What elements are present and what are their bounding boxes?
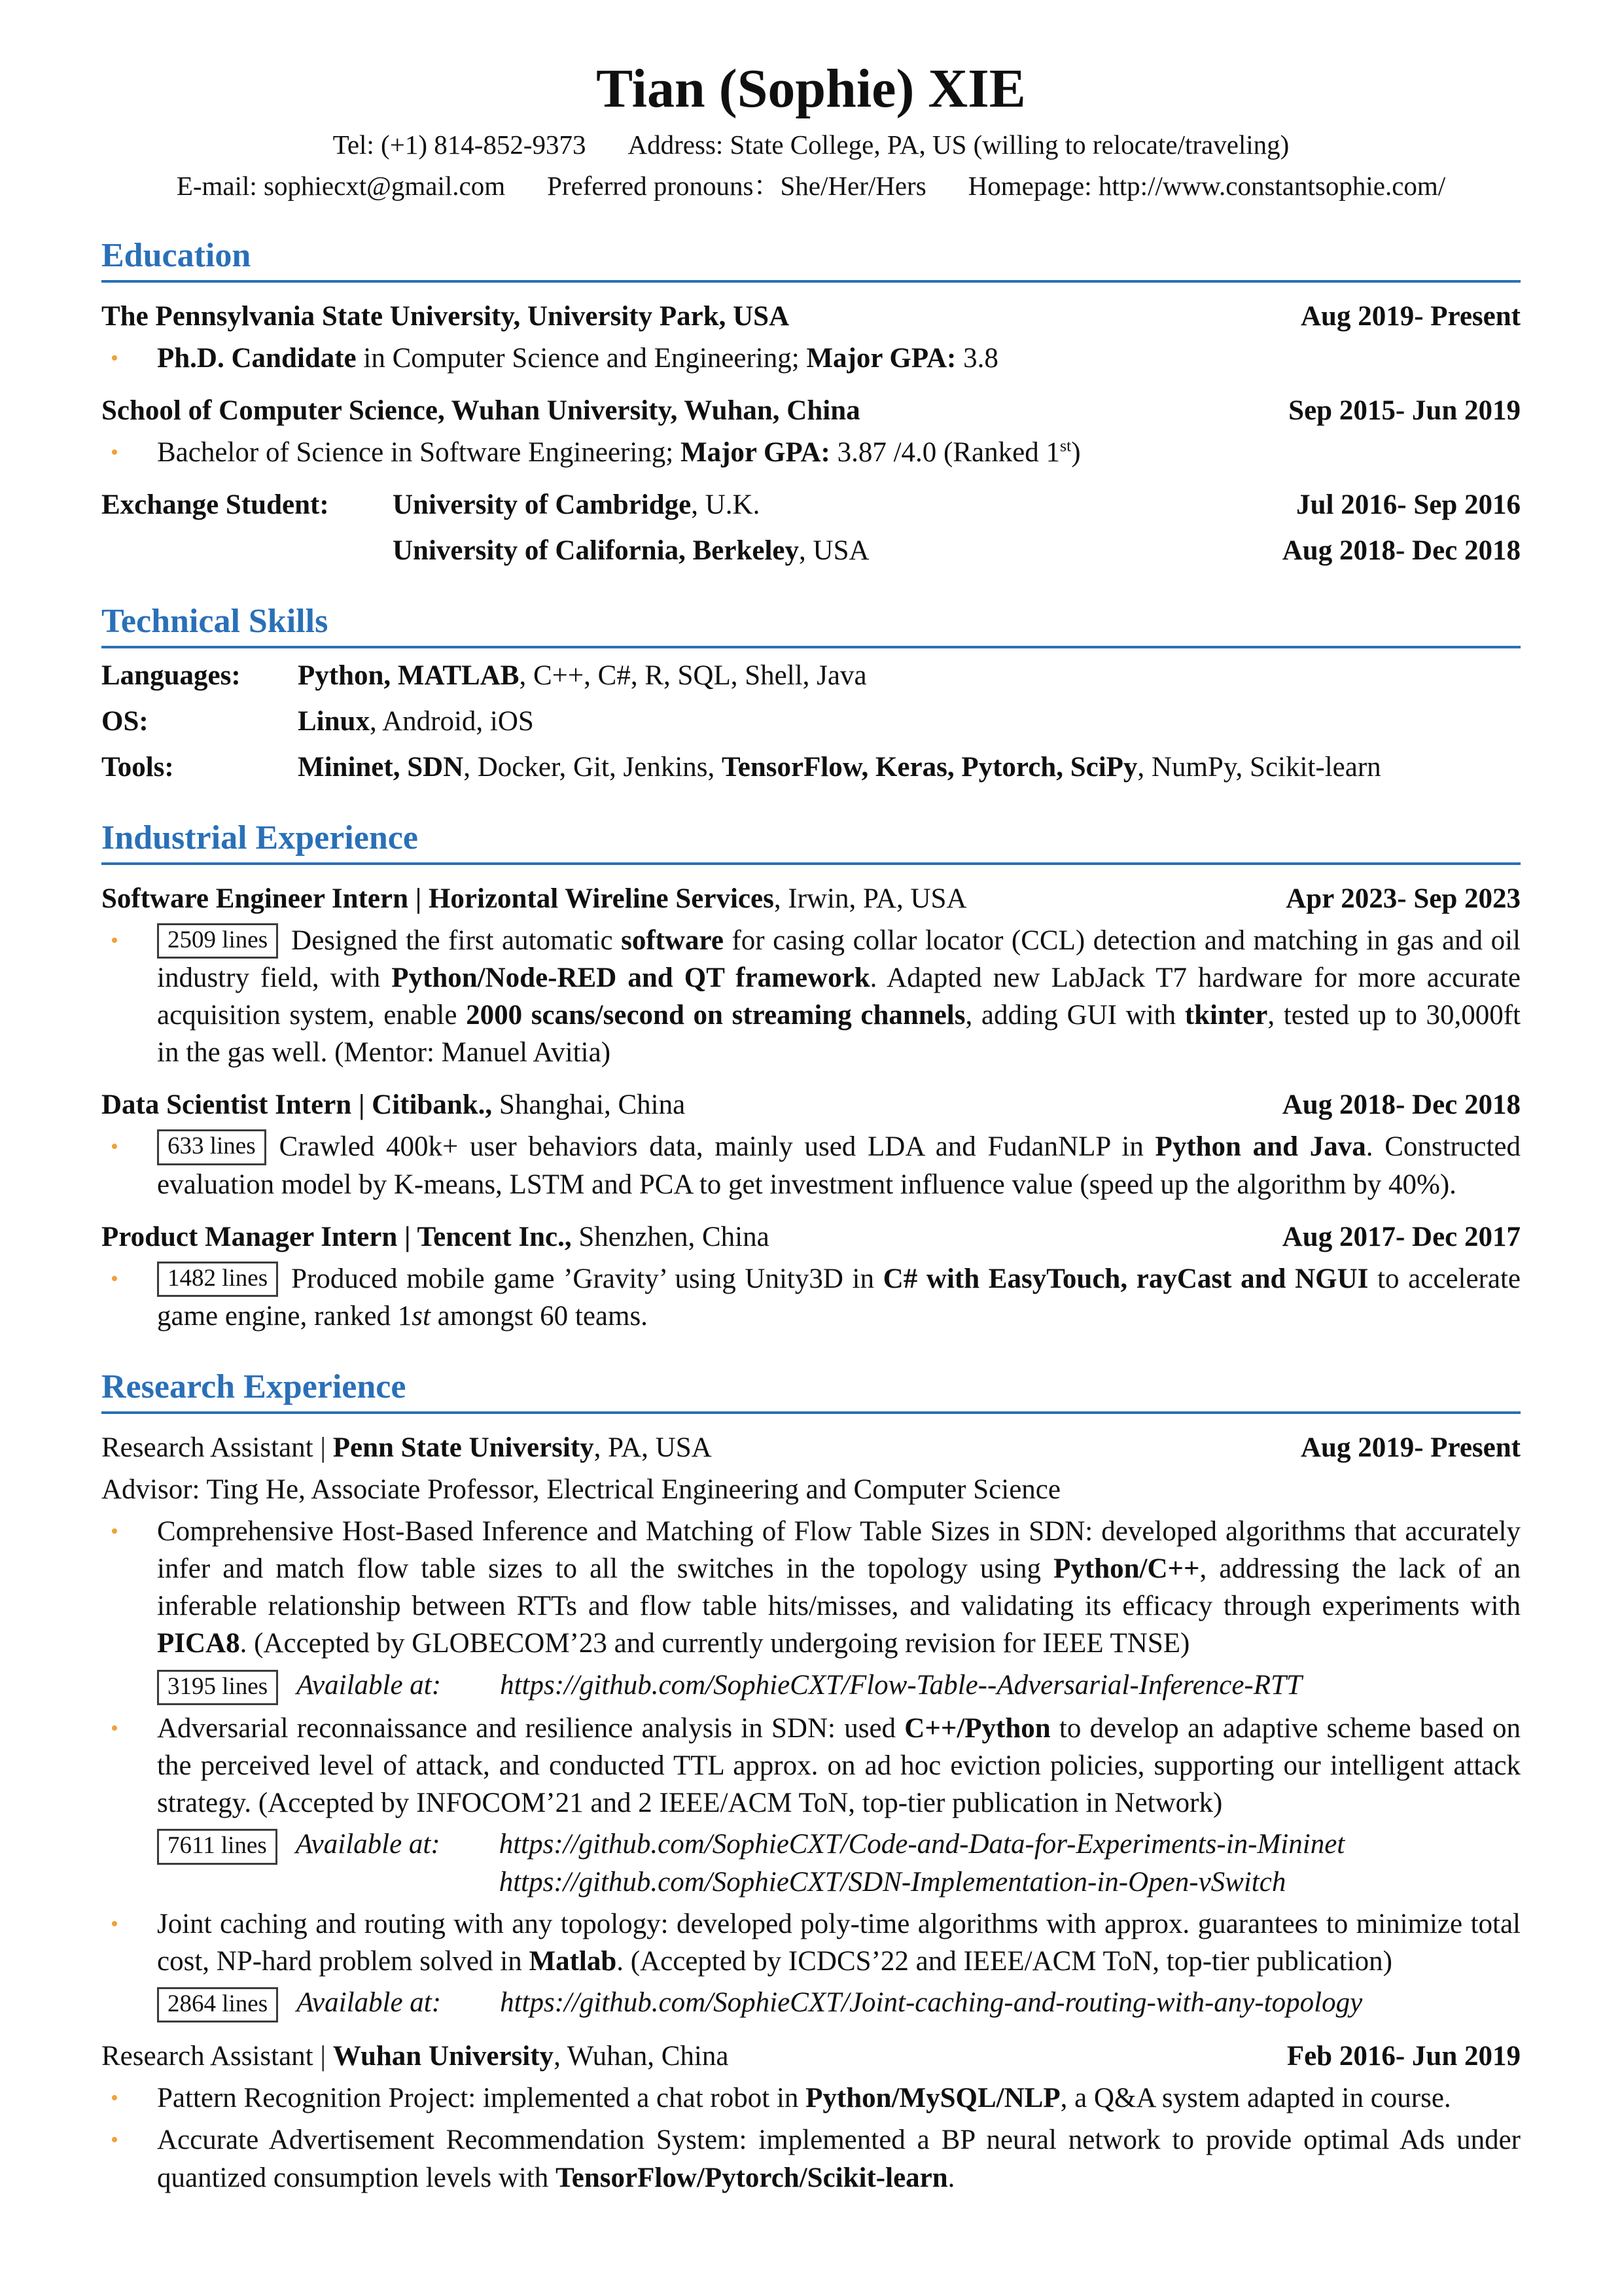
text-segment: Pattern Recognition Project: implemented a chat robot in [157, 2083, 806, 2114]
github-link[interactable]: https://github.com/SophieCXT/Code-and-Data-for-Experiments-in-Mininet [499, 1829, 1345, 1860]
text-segment: School of Computer Science, Wuhan University, Wuhan, China [101, 395, 860, 427]
text-segment: st [412, 1300, 431, 1332]
exchange-label: Exchange Student: [101, 489, 329, 521]
skill-row [101, 658, 1521, 694]
exchange-row [393, 487, 1521, 523]
skill-values [298, 658, 1521, 694]
entry-dates: Aug 2019- Present [1300, 301, 1521, 332]
skill-category-label: Tools: [101, 751, 174, 783]
availability-row [157, 1826, 1521, 1900]
bullet-text [157, 340, 1521, 377]
entry-dates: Aug 2018- Dec 2018 [1282, 1089, 1521, 1121]
section-title-research-experience: Research Experience [101, 1368, 1521, 1414]
bullet-text [157, 1905, 1521, 1980]
resume-body [101, 236, 1521, 2197]
bullet-item [101, 1905, 1521, 1980]
skill-category-label: Languages: [101, 660, 241, 692]
bullet-item [101, 2079, 1521, 2117]
bullet-icon: • [111, 1135, 118, 1159]
text-segment: Designed the first automatic [291, 925, 622, 956]
text-segment: Python/C++ [1053, 1553, 1200, 1584]
entry-dates: Aug 2019- Present [1300, 1432, 1521, 1463]
text-segment: Ph.D. Candidate [157, 343, 357, 374]
text-segment: . Adapted new LabJack T7 hardware for more accurate acquisition system, enable [157, 962, 1521, 1031]
text-segment: , Irwin, PA, USA [773, 883, 967, 914]
skill-values [298, 749, 1521, 786]
bullet-item [101, 2121, 1521, 2196]
line-count-badge: 633 lines [157, 1129, 266, 1165]
skill-values [298, 703, 1521, 740]
exchange-rows [393, 487, 1521, 569]
section-title-industrial-experience: Industrial Experience [101, 819, 1521, 865]
text-segment: Python/Node-RED and QT framework [391, 962, 870, 993]
text-segment: . (Accepted by ICDCS’22 and IEEE/ACM ToN, top-tier publication) [616, 1945, 1392, 1977]
entry-dates: Jul 2016- Sep 2016 [1296, 489, 1521, 521]
available-at-label: Available at: [295, 1829, 440, 1860]
bullet-icon: • [111, 2128, 118, 2153]
entry-title [101, 1087, 1256, 1123]
text-segment: C++/Python [904, 1712, 1051, 1744]
text-segment: , addressing the lack of an inferable relationship between RTTs and flow table hits/misses, and validating its efficacy through experiments with [157, 1553, 1521, 1622]
bullet-icon: • [111, 2086, 118, 2111]
text-segment: st [1059, 436, 1072, 455]
text-segment: tkinter [1184, 1000, 1268, 1031]
entry-header [101, 2038, 1521, 2075]
text-segment: Adversarial reconnaissance and resilience analysis in SDN: used [157, 1712, 905, 1744]
text-segment: Linux [298, 706, 370, 737]
text-segment: , NumPy, Scikit-learn [1137, 751, 1381, 783]
entry-dates: Aug 2017- Dec 2017 [1282, 1221, 1521, 1252]
text-segment: Data Scientist Intern | Citibank., [101, 1089, 493, 1121]
github-link[interactable]: https://github.com/SophieCXT/Flow-Table--Adversarial-Inference-RTT [500, 1669, 1302, 1701]
text-segment: Penn State University [332, 1432, 594, 1463]
bullet-text [157, 1128, 1521, 1203]
text-segment: Joint caching and routing with any topology: developed poly-time algorithms with approx. guarantees to minimize total cost, NP-hard problem solved in [157, 1908, 1521, 1977]
available-at-label: Available at: [296, 1987, 442, 2019]
skill-row [101, 703, 1521, 740]
bullet-text [157, 2121, 1521, 2196]
contact-pronouns: Preferred pronouns：She/Her/Hers [547, 170, 926, 201]
bullet-text [157, 2079, 1521, 2117]
text-segment: for casing collar locator (CCL) detection and matching in gas and oil industry field, with [157, 925, 1521, 993]
bullet-icon: • [111, 1519, 118, 1544]
bullet-item [101, 1128, 1521, 1203]
text-segment: . [947, 2162, 955, 2193]
exchange-row [393, 533, 1521, 569]
entry-dates: Aug 2018- Dec 2018 [1282, 535, 1521, 567]
text-segment: , PA, USA [593, 1432, 712, 1463]
contact-email: E-mail: sophiecxt@gmail.com [176, 170, 506, 201]
entry-title [101, 298, 1275, 335]
section-industrial-experience [101, 819, 1521, 1335]
entry-dates: Sep 2015- Jun 2019 [1288, 395, 1521, 427]
github-link[interactable]: https://github.com/SophieCXT/SDN-Implementation-in-Open-vSwitch [499, 1866, 1286, 1898]
entry-dates: Feb 2016- Jun 2019 [1286, 2041, 1521, 2072]
text-segment: The Pennsylvania State University, University Park, USA [101, 301, 790, 332]
bullet-item [101, 1710, 1521, 1822]
entry-dates: Apr 2023- Sep 2023 [1286, 883, 1521, 914]
text-segment: Shanghai, China [492, 1089, 686, 1121]
contact-line-1 [101, 128, 1521, 162]
line-count-badge: 3195 lines [157, 1670, 278, 1705]
bullet-item [101, 922, 1521, 1072]
text-segment: Research Assistant | [101, 2041, 333, 2072]
bullet-item [101, 1260, 1521, 1335]
entry-title [393, 533, 1256, 569]
text-segment: Python and Java [1155, 1131, 1366, 1163]
exchange-entry [101, 487, 1521, 569]
text-segment: Wuhan University [332, 2041, 554, 2072]
text-segment: University of California, Berkeley [393, 535, 800, 567]
resume-header [101, 58, 1521, 203]
entry-title [101, 1430, 1275, 1466]
text-segment: to accelerate game engine, ranked 1 [157, 1263, 1521, 1332]
bullet-item [101, 1513, 1521, 1663]
repo-links [499, 1826, 1345, 1900]
text-segment: , Android, iOS [369, 706, 534, 737]
repo-links [500, 1984, 1362, 2021]
text-segment: Advisor: Ting He, Associate Professor, Electrical Engineering and Computer Science [101, 1474, 1061, 1505]
available-at-label: Available at: [296, 1669, 442, 1701]
section-research-experience [101, 1368, 1521, 2197]
section-technical-skills [101, 602, 1521, 786]
bullet-item [101, 434, 1521, 471]
advisor-line [101, 1472, 1521, 1508]
entry-title [101, 393, 1262, 429]
bullet-text [157, 1710, 1521, 1822]
text-segment: C# with EasyTouch, rayCast and NGUI [883, 1263, 1369, 1294]
text-segment: TensorFlow, Keras, Pytorch, SciPy [722, 751, 1138, 783]
skill-row [101, 749, 1521, 786]
skill-category-label: OS: [101, 706, 149, 737]
entry-header [101, 1219, 1521, 1256]
entry-title [101, 881, 1260, 917]
text-segment: amongst 60 teams. [430, 1300, 648, 1332]
entry-header [101, 881, 1521, 917]
entry-title [101, 2038, 1261, 2075]
text-segment: , U.K. [691, 489, 760, 521]
text-segment: , Wuhan, China [554, 2041, 729, 2072]
text-segment: . Constructed evaluation model by K-means, LSTM and PCA to get investment influence value (speed up the algorithm by 40%). [157, 1131, 1521, 1200]
contact-homepage[interactable]: Homepage: http://www.constantsophie.com/ [968, 170, 1446, 201]
bullet-icon: • [111, 1716, 118, 1740]
text-segment: 2000 scans/second on streaming channels [466, 1000, 966, 1031]
candidate-name: Tian (Sophie) XIE [596, 58, 1026, 119]
text-segment: Software Engineer Intern | Horizontal Wireline Services [101, 883, 774, 914]
text-segment: Python/MySQL/NLP [805, 2083, 1061, 2114]
bullet-icon: • [111, 1911, 118, 1936]
bullet-icon: • [111, 346, 118, 371]
text-segment: Crawled 400k+ user behaviors data, mainly used LDA and FudanNLP in [279, 1131, 1155, 1163]
text-segment: in Computer Science and Engineering; [356, 343, 807, 374]
bullet-icon: • [111, 440, 118, 465]
text-segment: , C++, C#, R, SQL, Shell, Java [519, 660, 867, 692]
text-segment: Python, MATLAB [298, 660, 520, 692]
entry-title [101, 1219, 1256, 1256]
bullet-text [157, 922, 1521, 1072]
text-segment: Major GPA: [680, 437, 830, 468]
text-segment: 3.87 /4.0 (Ranked 1 [830, 437, 1060, 468]
text-segment: Accurate Advertisement Recommendation System: implemented a BP neural network to provide optimal Ads under quantized consumption levels with [157, 2125, 1521, 2193]
text-segment: , tested up to 30,000ft in the gas well. (Mentor: Manuel Avitia) [157, 1000, 1521, 1069]
text-segment: TensorFlow/Pytorch/Scikit-learn [555, 2162, 948, 2193]
section-education [101, 236, 1521, 569]
text-segment: , a Q&A system adapted in course. [1060, 2083, 1451, 2114]
section-title-technical-skills: Technical Skills [101, 602, 1521, 648]
text-segment: , adding GUI with [965, 1000, 1185, 1031]
line-count-badge: 7611 lines [157, 1829, 277, 1864]
bullet-icon: • [111, 1266, 118, 1291]
line-count-badge: 2509 lines [157, 923, 278, 959]
text-segment: Produced mobile game ’Gravity’ using Unity3D in [291, 1263, 883, 1294]
text-segment: , USA [799, 535, 870, 567]
text-segment: ) [1071, 437, 1081, 468]
line-count-badge: 1482 lines [157, 1262, 278, 1297]
contact-line-2 [101, 169, 1521, 203]
bullet-text [157, 434, 1521, 471]
text-segment: Mininet, SDN [298, 751, 464, 783]
section-title-education: Education [101, 236, 1521, 283]
entry-header [101, 1087, 1521, 1123]
text-segment: . (Accepted by GLOBECOM’23 and currently undergoing revision for IEEE TNSE) [239, 1628, 1190, 1659]
entry-header [101, 1430, 1521, 1466]
text-segment: to develop an adaptive scheme based on the perceived level of attack, and conducted TTL approx. on ad hoc eviction policies, supporting our intelligent attack strategy. (Accepted by INFOCOM’21 and 2 IEEE/ACM ToN, top-tier publication in Network) [157, 1712, 1521, 1819]
contact-tel: Tel: (+1) 814-852-9373 [332, 129, 586, 160]
contact-address: Address: State College, PA, US (willing to relocate/traveling) [627, 129, 1290, 160]
text-segment: Comprehensive Host-Based Inference and Matching of Flow Table Sizes in SDN: developed algorithms that accurately infer and match flow table sizes to all the switches in the topology using [157, 1515, 1521, 1584]
line-count-badge: 2864 lines [157, 1987, 278, 2022]
text-segment: University of Cambridge [393, 489, 692, 521]
availability-row [157, 1984, 1521, 2022]
availability-row [157, 1667, 1521, 1705]
text-segment: Major GPA: [806, 343, 957, 374]
bullet-item [101, 340, 1521, 377]
repo-links [500, 1667, 1302, 1704]
entry-header [101, 298, 1521, 335]
text-segment: Bachelor of Science in Software Engineering; [157, 437, 680, 468]
text-segment: Matlab [529, 1945, 617, 1977]
bullet-text [157, 1513, 1521, 1663]
text-segment: , Docker, Git, Jenkins, [463, 751, 722, 783]
text-segment: Shenzhen, China [571, 1221, 769, 1252]
bullet-icon: • [111, 928, 118, 953]
text-segment: 3.8 [956, 343, 998, 374]
text-segment: software [621, 925, 724, 956]
text-segment: Product Manager Intern | Tencent Inc., [101, 1221, 572, 1252]
entry-header [101, 393, 1521, 429]
github-link[interactable]: https://github.com/SophieCXT/Joint-caching-and-routing-with-any-topology [500, 1987, 1363, 2019]
bullet-text [157, 1260, 1521, 1335]
text-segment: Research Assistant | [101, 1432, 333, 1463]
entry-title [393, 487, 1270, 523]
text-segment: PICA8 [157, 1628, 240, 1659]
